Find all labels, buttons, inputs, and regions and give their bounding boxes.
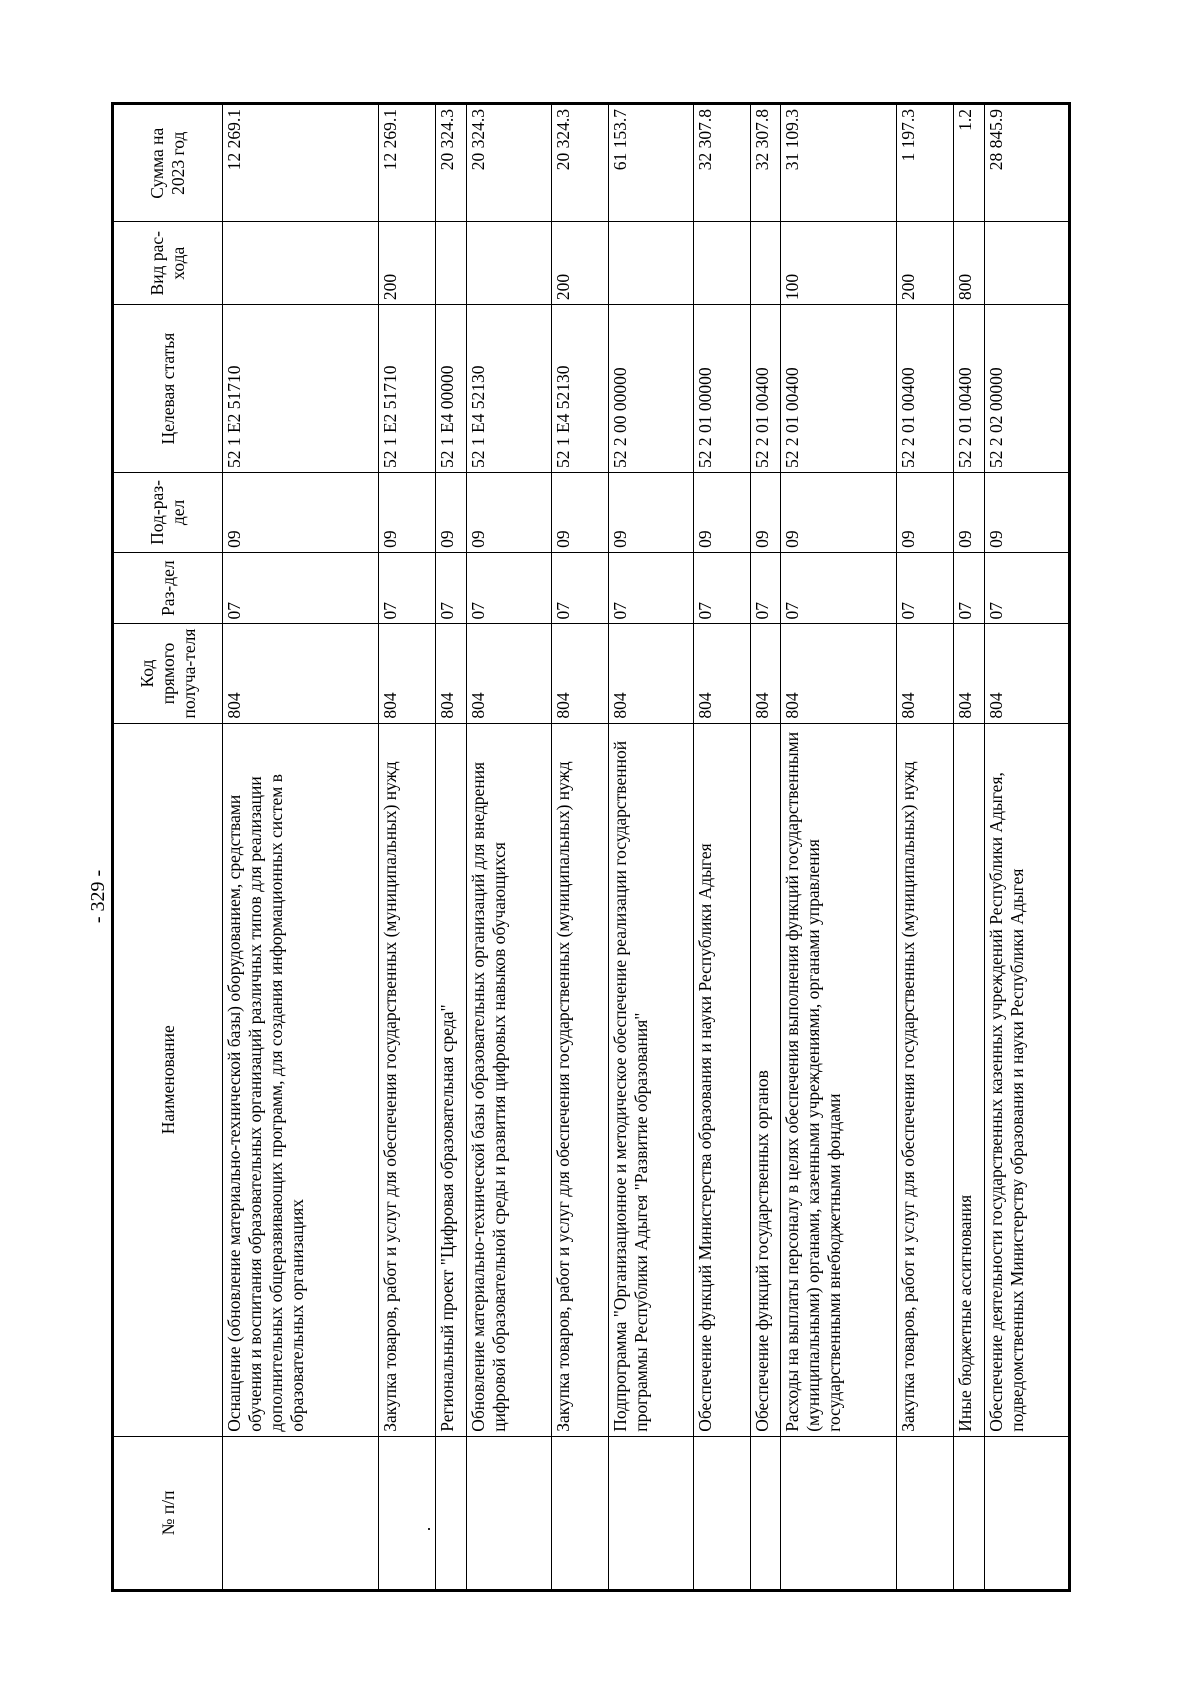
- cell-num: [608, 1436, 693, 1590]
- cell-expense-type: 200: [379, 222, 436, 305]
- cell-subsection: 09: [984, 473, 1069, 553]
- cell-amount: 1 197.3: [897, 104, 954, 222]
- cell-amount: 61 153.7: [608, 104, 693, 222]
- header-section: Раз-дел: [113, 552, 223, 624]
- cell-name: Иные бюджетные ассигнования: [954, 723, 985, 1436]
- cell-expense-type: [435, 222, 466, 305]
- header-subsection: Под-раз-дел: [113, 473, 223, 553]
- cell-expense-type: [466, 222, 551, 305]
- cell-num: [897, 1436, 954, 1590]
- cell-amount: 32 307.8: [750, 104, 781, 222]
- table-row: [466, 104, 551, 1591]
- cell-num: [223, 1436, 379, 1590]
- cell-target: 52 1 Е4 52130: [466, 305, 551, 473]
- cell-name: Закупка товаров, работ и услуг для обеспечения государственных (муниципальных) нужд: [551, 723, 608, 1436]
- table-row: [435, 104, 466, 1591]
- cell-code: 804: [223, 624, 379, 723]
- cell-expense-type: [984, 222, 1069, 305]
- cell-expense-type: [608, 222, 693, 305]
- cell-target: 52 1 Е2 51710: [223, 305, 379, 473]
- table-body: [223, 104, 1070, 1591]
- cell-target: 52 1 Е4 52130: [551, 305, 608, 473]
- page-number-text: - 329 -: [87, 869, 110, 923]
- table-row: [608, 104, 693, 1591]
- cell-amount: 20 324.3: [435, 104, 466, 222]
- cell-num: [954, 1436, 985, 1590]
- cell-section: 07: [466, 552, 551, 624]
- cell-code: 804: [984, 624, 1069, 723]
- table-row: [984, 104, 1069, 1591]
- cell-section: 07: [954, 552, 985, 624]
- cell-expense-type: [693, 222, 750, 305]
- cell-subsection: 09: [693, 473, 750, 553]
- cell-amount: 12 269.1: [223, 104, 379, 222]
- cell-subsection: 09: [608, 473, 693, 553]
- cell-target: 52 1 Е4 00000: [435, 305, 466, 473]
- cell-amount: 1.2: [954, 104, 985, 222]
- cell-expense-type: [223, 222, 379, 305]
- header-expense-type: Вид рас-хода: [113, 222, 223, 305]
- header-target: Целевая статья: [113, 305, 223, 473]
- cell-target: 52 2 01 00400: [750, 305, 781, 473]
- table-row: [954, 104, 985, 1591]
- cell-num: [435, 1436, 466, 1590]
- cell-subsection: 09: [379, 473, 436, 553]
- cell-section: 07: [551, 552, 608, 624]
- table-header-row: [113, 104, 223, 1591]
- cell-target: 52 2 01 00000: [693, 305, 750, 473]
- cell-code: 804: [897, 624, 954, 723]
- cell-subsection: 09: [750, 473, 781, 553]
- cell-name: Региональный проект "Цифровая образовательная среда": [435, 723, 466, 1436]
- table-row: [781, 104, 897, 1591]
- cell-subsection: 09: [781, 473, 897, 553]
- cell-num: [693, 1436, 750, 1590]
- cell-section: 07: [379, 552, 436, 624]
- header-name: Наименование: [113, 723, 223, 1436]
- cell-code: 804: [608, 624, 693, 723]
- cell-name: Закупка товаров, работ и услуг для обеспечения государственных (муниципальных) нужд: [897, 723, 954, 1436]
- cell-amount: 28 845.9: [984, 104, 1069, 222]
- cell-name: Оснащение (обновление материально-технической базы) оборудованием, средствами обучения и воспитания образовательных организаций различных типов для реализации дополнительных общеразвивающих программ, для создания информационных систем в образовательных организациях: [223, 723, 379, 1436]
- cell-section: 07: [435, 552, 466, 624]
- cell-target: 52 1 Е2 51710: [379, 305, 436, 473]
- cell-num: [750, 1436, 781, 1590]
- header-amount: Сумма на 2023 год: [113, 104, 223, 222]
- header-num: № п/п: [113, 1436, 223, 1590]
- cell-amount: 20 324.3: [551, 104, 608, 222]
- cell-code: 804: [750, 624, 781, 723]
- cell-section: 07: [750, 552, 781, 624]
- cell-subsection: 09: [551, 473, 608, 553]
- table-row: [379, 104, 436, 1591]
- cell-subsection: 09: [435, 473, 466, 553]
- cell-target: 52 2 01 00400: [781, 305, 897, 473]
- cell-section: 07: [608, 552, 693, 624]
- header-code: Код прямого получа-теля: [113, 624, 223, 723]
- table-row: [693, 104, 750, 1591]
- cell-section: 07: [984, 552, 1069, 624]
- budget-table-rotated: [111, 102, 1071, 1592]
- budget-table: [111, 102, 1071, 1592]
- cell-subsection: 09: [897, 473, 954, 553]
- cell-code: 804: [693, 624, 750, 723]
- cell-code: 804: [435, 624, 466, 723]
- cell-code: 804: [781, 624, 897, 723]
- cell-expense-type: 200: [551, 222, 608, 305]
- cell-num: [379, 1436, 436, 1590]
- table-row: [551, 104, 608, 1591]
- cell-num: [551, 1436, 608, 1590]
- cell-name: Обеспечение функций государственных органов: [750, 723, 781, 1436]
- cell-expense-type: 100: [781, 222, 897, 305]
- cell-name: Закупка товаров, работ и услуг для обеспечения государственных (муниципальных) нужд: [379, 723, 436, 1436]
- cell-name: Обеспечение функций Министерства образования и науки Республики Адыгея: [693, 723, 750, 1436]
- scan-speck: [428, 1528, 430, 1530]
- cell-expense-type: [750, 222, 781, 305]
- page-number: [84, 846, 114, 946]
- table-row: [223, 104, 379, 1591]
- cell-name: Расходы на выплаты персоналу в целях обеспечения выполнения функций государственными (муниципальными) органами, казенными учреждениями, органами управления государственными внебюджетными фондами: [781, 723, 897, 1436]
- cell-amount: 31 109.3: [781, 104, 897, 222]
- cell-amount: 32 307.8: [693, 104, 750, 222]
- cell-code: 804: [954, 624, 985, 723]
- cell-subsection: 09: [223, 473, 379, 553]
- cell-name: Подпрограмма "Организационное и методическое обеспечение реализации государственной программы Республики Адыгея "Развитие образования": [608, 723, 693, 1436]
- cell-section: 07: [693, 552, 750, 624]
- cell-name: Обновление материально-технической базы образовательных организаций для внедрения цифровой образовательной среды и развития цифровых навыков обучающихся: [466, 723, 551, 1436]
- cell-code: 804: [466, 624, 551, 723]
- cell-subsection: 09: [466, 473, 551, 553]
- table-row: [897, 104, 954, 1591]
- cell-code: 804: [551, 624, 608, 723]
- cell-amount: 20 324.3: [466, 104, 551, 222]
- cell-amount: 12 269.1: [379, 104, 436, 222]
- cell-target: 52 2 02 00000: [984, 305, 1069, 473]
- cell-subsection: 09: [954, 473, 985, 553]
- cell-target: 52 2 01 00400: [954, 305, 985, 473]
- cell-section: 07: [223, 552, 379, 624]
- table-row: [750, 104, 781, 1591]
- cell-section: 07: [897, 552, 954, 624]
- cell-num: [466, 1436, 551, 1590]
- cell-num: [781, 1436, 897, 1590]
- cell-expense-type: 200: [897, 222, 954, 305]
- cell-target: 52 2 01 00400: [897, 305, 954, 473]
- cell-name: Обеспечение деятельности государственных казенных учреждений Республики Адыгея, подведомственных Министерству образования и науки Республики Адыгея: [984, 723, 1069, 1436]
- cell-section: 07: [781, 552, 897, 624]
- cell-code: 804: [379, 624, 436, 723]
- cell-expense-type: 800: [954, 222, 985, 305]
- cell-num: [984, 1436, 1069, 1590]
- cell-target: 52 2 00 00000: [608, 305, 693, 473]
